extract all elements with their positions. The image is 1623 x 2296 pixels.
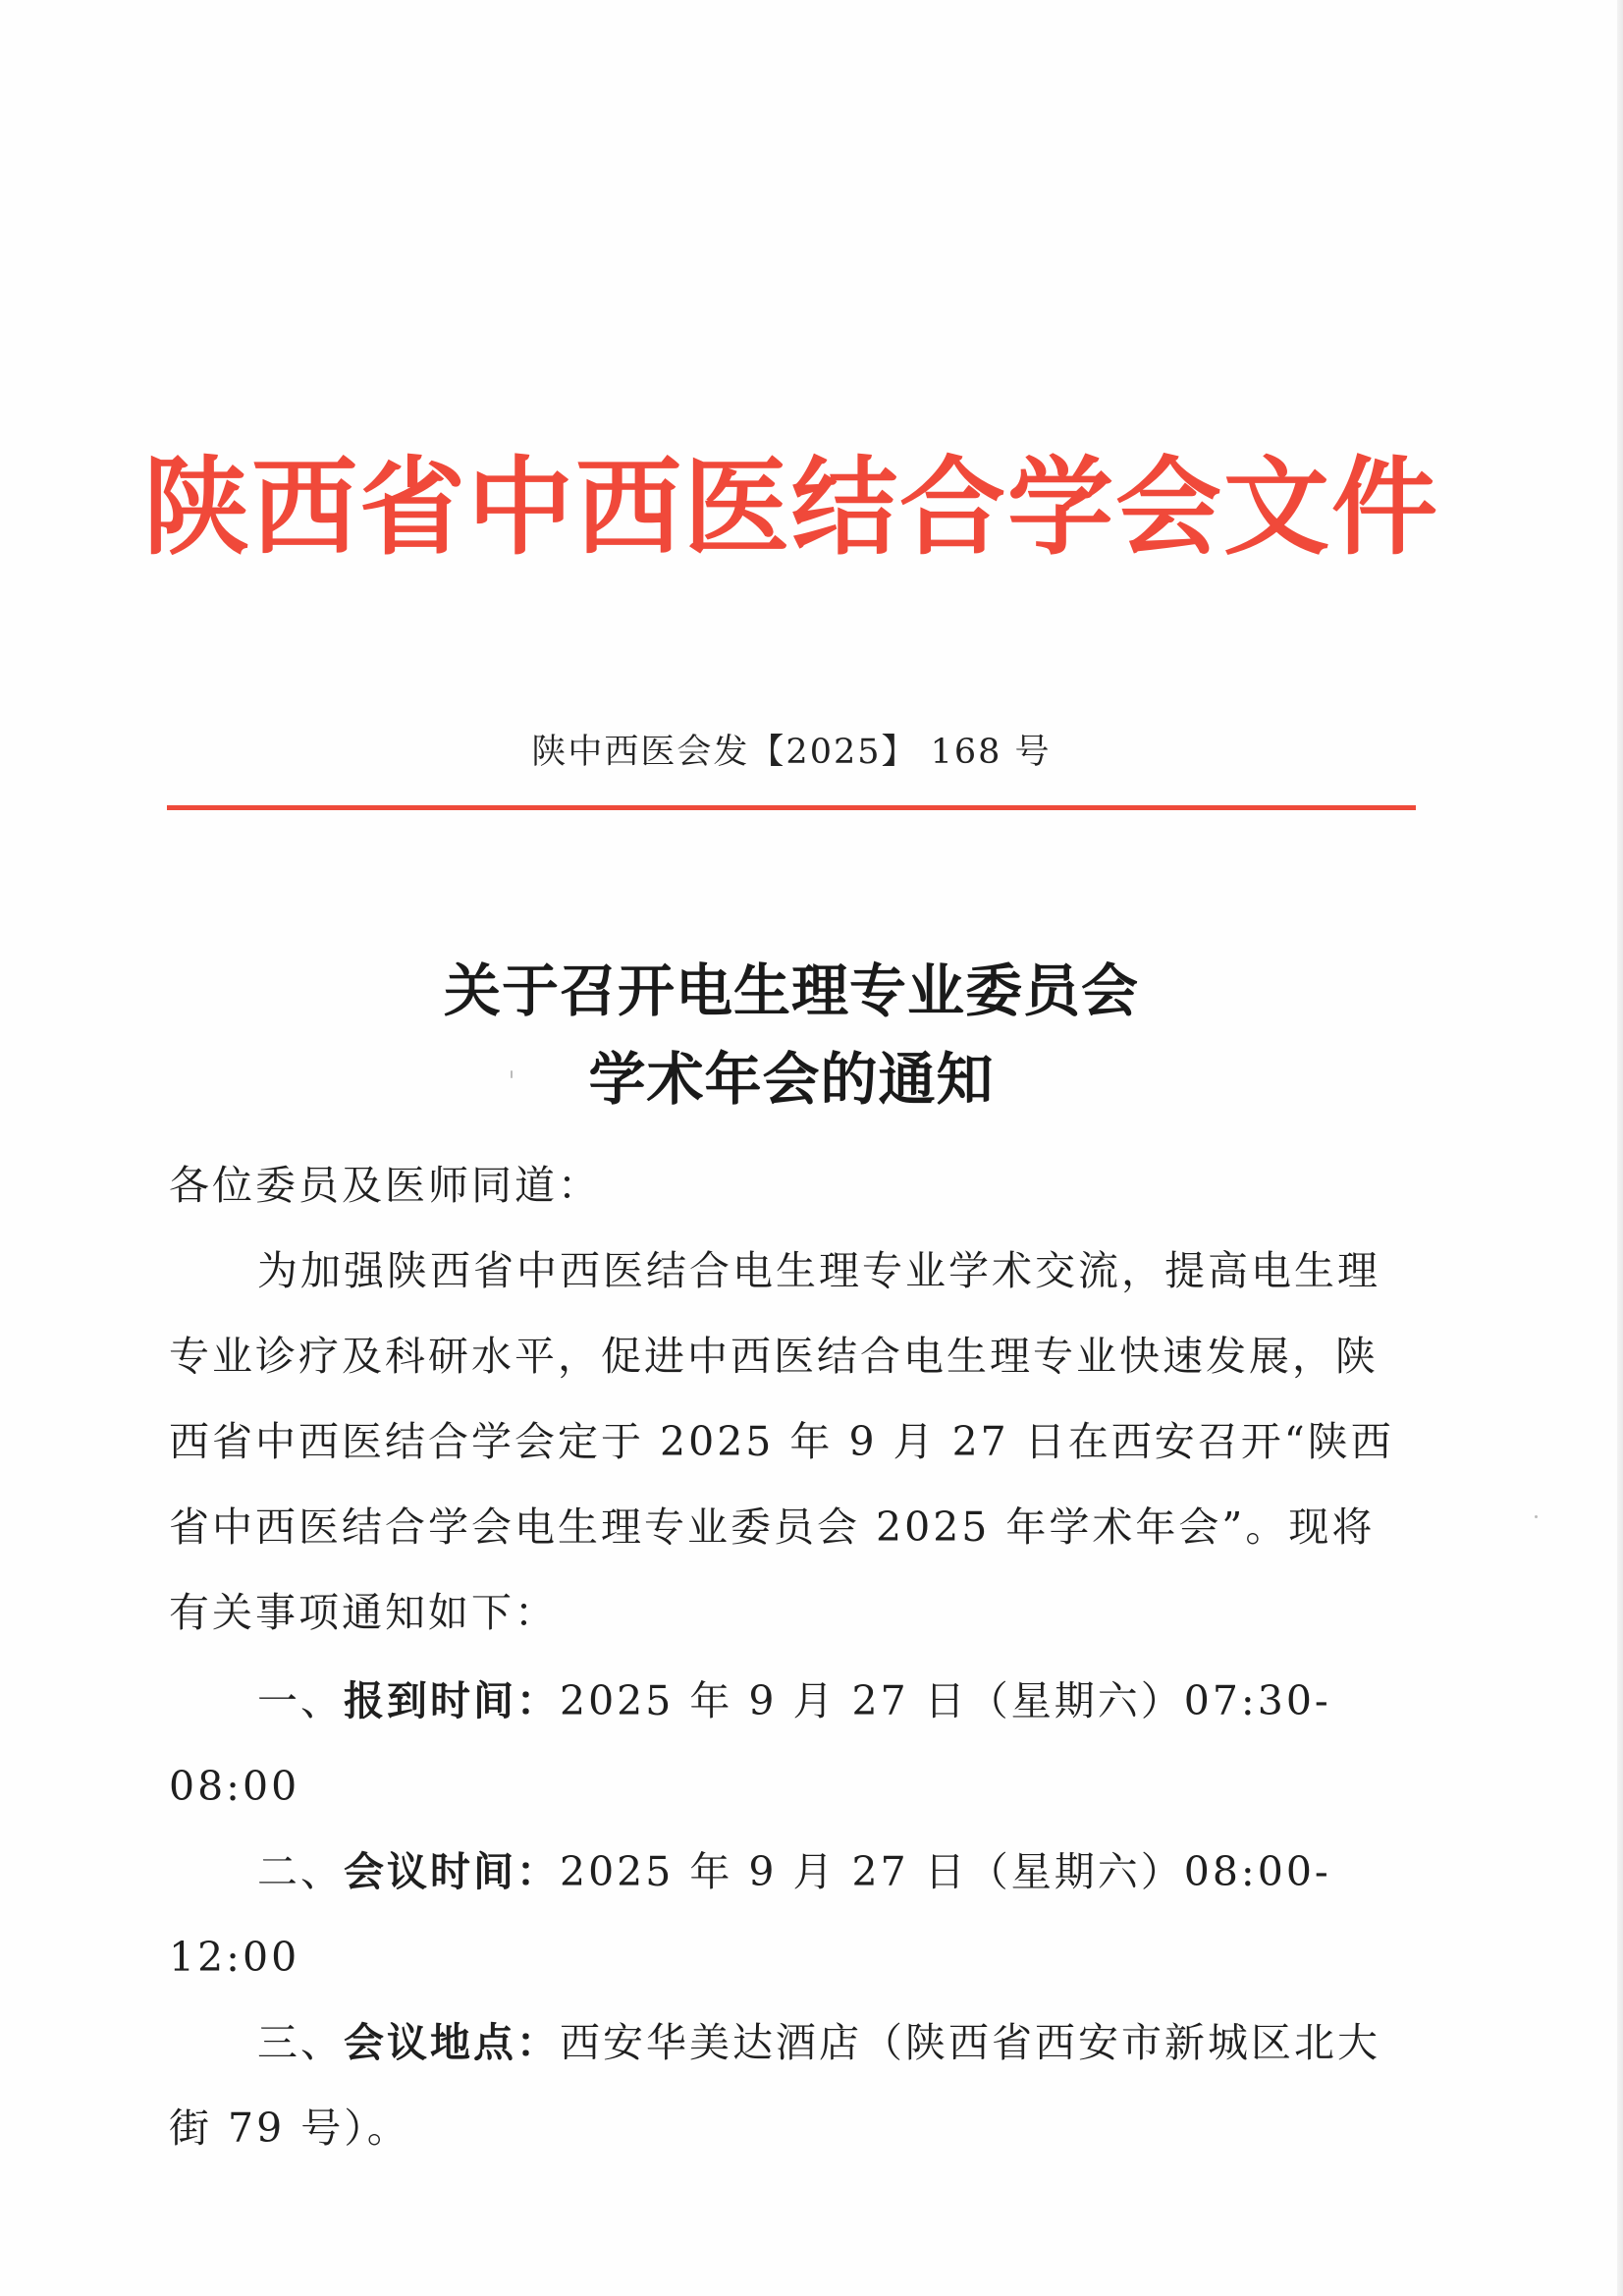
red-divider-rule	[167, 805, 1416, 810]
item-prefix: 一、	[257, 1677, 344, 1724]
item-value: 2025 年 9 月 27 日（星期六）08:00-12:00	[169, 1848, 1331, 1981]
list-item	[169, 2000, 1408, 2171]
notice-items-list	[169, 1659, 1408, 2171]
page-edge-shadow	[1617, 0, 1623, 2296]
item-label: 报到时间：	[344, 1677, 560, 1724]
list-item	[169, 1659, 1408, 1830]
item-label: 会议地点：	[344, 2019, 560, 2066]
document-number: 陕中西医会发【2025】 168 号	[531, 733, 1052, 772]
item-label: 会议时间：	[344, 1848, 560, 1895]
intro-paragraph: 为加强陕西省中西医结合电生理专业学术交流，提高电生理专业诊疗及科研水平，促进中西医结合电生理专业快速发展，陕西省中西医结合学会定于 2025 年 9 月 27 日在西安召开“陕西省中西医结合学会电生理专业委员会 2025 年学术年会”。现将有关事项通知如下：	[169, 1247, 1394, 1636]
item-value: 西安华美达酒店（陕西省西安市新城区北大街 79 号）。	[169, 2019, 1380, 2152]
item-prefix: 二、	[257, 1848, 344, 1895]
salutation: 各位委员及医师同道：	[169, 1162, 601, 1209]
item-prefix: 三、	[257, 2019, 344, 2066]
org-document-header: 陕西省中西医结合学会文件	[142, 446, 1439, 570]
scan-speck	[511, 1070, 513, 1078]
item-value: 2025 年 9 月 27 日（星期六）07:30-08:00	[169, 1677, 1331, 1810]
notice-title-line-1: 关于召开电生理专业委员会	[443, 957, 1139, 1024]
notice-title-line-2: 学术年会的通知	[588, 1046, 995, 1113]
list-item	[169, 1830, 1408, 2000]
scan-speck	[1535, 1515, 1538, 1518]
